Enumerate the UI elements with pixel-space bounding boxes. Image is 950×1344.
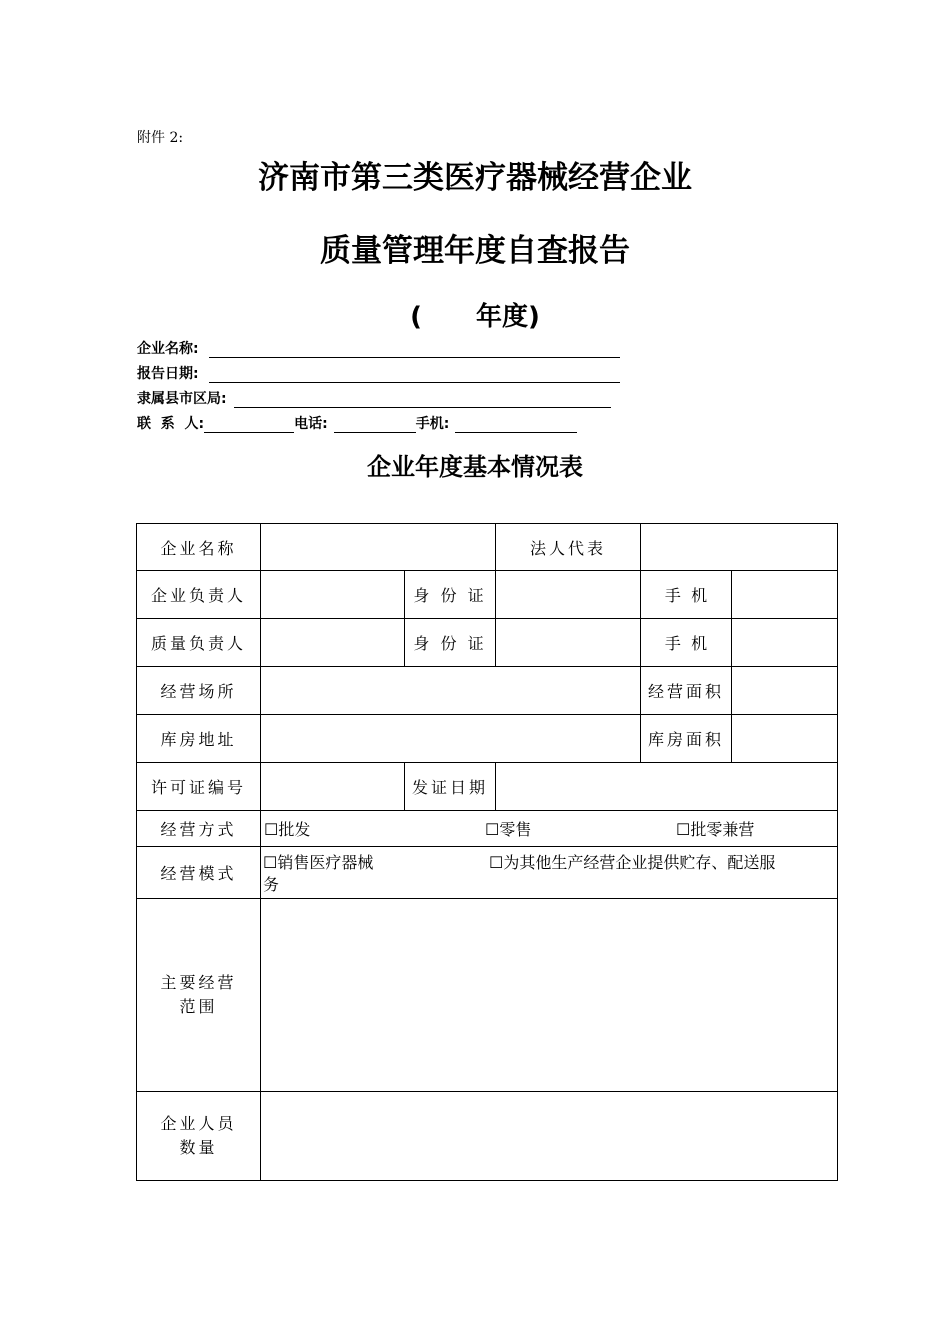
business-mode-cell: 经营模式: [137, 847, 261, 899]
id-card-cell: 身 份 证: [405, 571, 496, 619]
company-head-cell: 企业负责人: [137, 571, 261, 619]
attachment-label: 附件 2:: [137, 130, 184, 146]
bureau-label: 隶属县市区局:: [137, 391, 227, 407]
business-scope-label-line2: 范围: [179, 997, 218, 1016]
license-no-cell: 许可证编号: [137, 763, 261, 811]
table-row: [137, 524, 838, 571]
issue-date-input[interactable]: [496, 763, 838, 811]
table-row: [137, 715, 838, 763]
phone-label: 电话:: [294, 416, 328, 432]
legal-rep-input[interactable]: [641, 524, 838, 571]
table-title: 企业年度基本情况表: [367, 453, 583, 481]
company-name-cell: 企业名称: [137, 524, 261, 571]
business-scope-label-line1: 主要经营: [160, 973, 237, 992]
wholesale-retail-checkbox[interactable]: ☐批零兼营: [676, 820, 755, 839]
warehouse-area-input[interactable]: [732, 715, 838, 763]
quality-head-cell: 质量负责人: [137, 619, 261, 667]
id-card-cell: 身 份 证: [405, 619, 496, 667]
staff-count-label-line2: 数量: [179, 1138, 218, 1157]
quality-head-input[interactable]: [261, 619, 405, 667]
table-row: [137, 763, 838, 811]
report-title-line2: 质量管理年度自查报告: [320, 233, 630, 269]
contact-field: [137, 413, 577, 433]
business-method-cell: 经营方式: [137, 811, 261, 847]
staff-count-cell: [137, 1092, 261, 1181]
table-row: [137, 571, 838, 619]
basic-info-table: [136, 523, 838, 1181]
report-title-line1: 济南市第三类医疗器械经营企业: [258, 160, 692, 196]
table-row: [137, 899, 838, 1092]
warehouse-area-cell: 库房面积: [641, 715, 732, 763]
report-date-field: [137, 363, 620, 383]
report-date-label: 报告日期:: [137, 366, 199, 382]
business-place-cell: 经营场所: [137, 667, 261, 715]
bureau-field: [137, 388, 611, 408]
business-scope-input[interactable]: [261, 899, 838, 1092]
warehouse-addr-cell: 库房地址: [137, 715, 261, 763]
sell-devices-checkbox[interactable]: ☐销售医疗器械: [263, 853, 374, 872]
business-area-input[interactable]: [732, 667, 838, 715]
mobile-label: 手机:: [415, 416, 450, 432]
contact-label: 联 系 人:: [137, 416, 205, 432]
staff-count-input[interactable]: [261, 1092, 838, 1181]
retail-checkbox[interactable]: ☐零售: [485, 820, 532, 839]
company-name-label: 企业名称:: [137, 341, 199, 357]
report-year: [0, 296, 950, 333]
mode-option-continuation: 务: [263, 875, 280, 894]
quality-head-id-input[interactable]: [496, 619, 641, 667]
company-name-field: [137, 338, 620, 358]
contact-blank[interactable]: [204, 417, 294, 433]
quality-head-mobile-input[interactable]: [732, 619, 838, 667]
company-head-id-input[interactable]: [496, 571, 641, 619]
mobile-blank[interactable]: [455, 417, 577, 433]
year-open-paren: (: [410, 302, 422, 332]
company-name-blank[interactable]: [209, 342, 620, 358]
storage-delivery-checkbox[interactable]: ☐为其他生产经营企业提供贮存、配送服: [489, 853, 776, 872]
issue-date-cell: 发证日期: [405, 763, 496, 811]
bureau-blank[interactable]: [234, 392, 611, 408]
table-row: [137, 811, 838, 847]
business-scope-cell: [137, 899, 261, 1092]
report-date-blank[interactable]: [209, 367, 620, 383]
company-name-input[interactable]: [261, 524, 496, 571]
business-area-cell: 经营面积: [641, 667, 732, 715]
staff-count-label-line1: 企业人员: [160, 1114, 237, 1133]
company-head-mobile-input[interactable]: [732, 571, 838, 619]
business-place-input[interactable]: [261, 667, 641, 715]
table-row: [137, 1092, 838, 1181]
company-head-input[interactable]: [261, 571, 405, 619]
table-row: [137, 667, 838, 715]
business-method-options: [261, 811, 838, 847]
legal-rep-cell: 法人代表: [496, 524, 641, 571]
table-row: [137, 619, 838, 667]
mobile-cell: 手 机: [641, 619, 732, 667]
license-no-input[interactable]: [261, 763, 405, 811]
mobile-cell: 手 机: [641, 571, 732, 619]
phone-blank[interactable]: [334, 417, 416, 433]
table-row: [137, 847, 838, 899]
wholesale-checkbox[interactable]: ☐批发: [264, 820, 311, 839]
business-mode-options: [261, 847, 838, 899]
year-label: 年度): [476, 302, 540, 332]
warehouse-addr-input[interactable]: [261, 715, 641, 763]
